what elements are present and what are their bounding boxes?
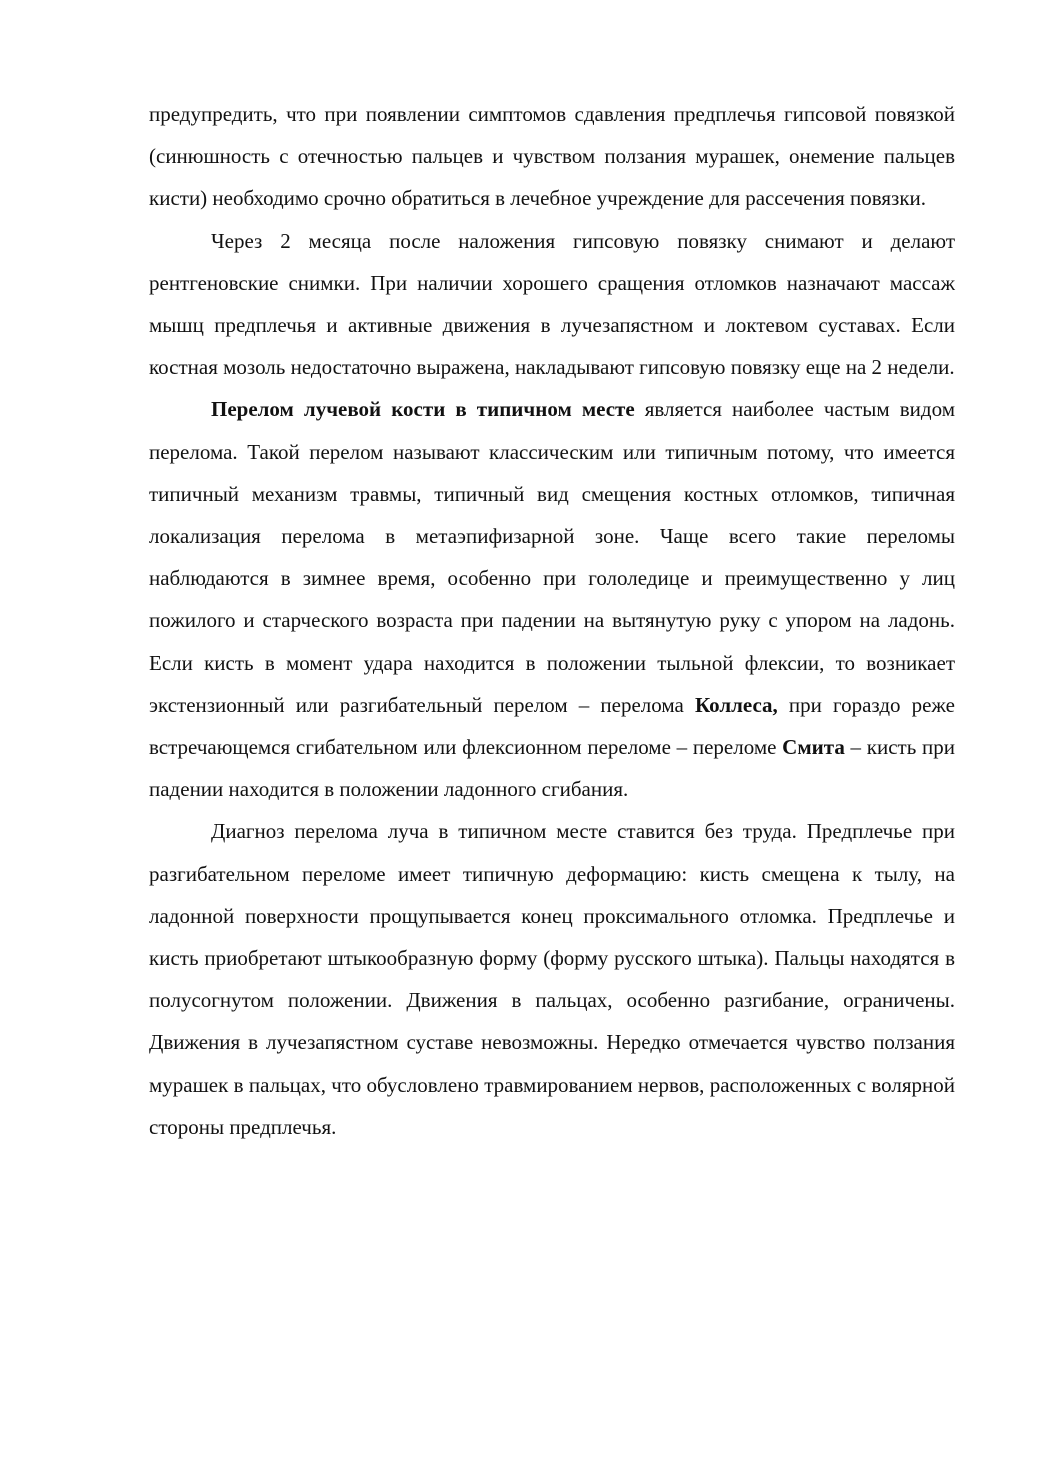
- paragraph-diagnosis: [149, 810, 955, 1148]
- paragraph-text: Через 2 месяца после наложения гипсовую повязку снимают и делают рентгеновские снимки. При наличии хорошего сращения отломков назначают массаж мышц предплечья и активные движения в лучезапястном и локтевом суставах. Если костная мозоль недостаточно выражена, накладывают гипсовую повязку еще на 2 недели.: [149, 228, 955, 380]
- bold-term-smith: Смита: [782, 735, 845, 760]
- paragraph-typical-fracture: [149, 388, 955, 810]
- paragraph-text: является наиболее частым видом перелома. Такой перелом называют классическим или типичным потому, что имеется типичный механизм травмы, типичный вид смещения костных отломков, типичная локализация перелома в метаэпифизарной зоне. Чаще всего такие переломы наблюдаются в зимнее время, особенно при гололедице и преимущественно у лиц пожилого и старческого возраста при падении на вытянутую руку с упором на ладонь. Если кисть в момент удара находится в положении тыльной флексии, то возникает экстензионный или разгибательный перелом – перелома: [149, 397, 955, 717]
- paragraph-cast-removal: [149, 220, 955, 389]
- bold-term-colles: Коллеса,: [694, 692, 778, 717]
- document-page: [149, 93, 955, 1148]
- paragraph-compression-warning: [149, 93, 955, 220]
- paragraph-text: Диагноз перелома луча в типичном месте ставится без труда. Предплечье при разгибательном переломе имеет типичную деформацию: кисть смещена к тылу, на ладонной поверхности прощупывается конец проксимального отломка. Предплечье и кисть приобретают штыкообразную форму (форму русского штыка). Пальцы находятся в полусогнутом положении. Движения в пальцах, особенно разгибание, ограничены. Движения в лучезапястном суставе невозможны. Нередко отмечается чувство ползания мурашек в пальцах, что обусловлено травмированием нервов, расположенных с волярной стороны предплечья.: [149, 819, 955, 1139]
- paragraph-text: предупредить, что при появлении симптомов сдавления предплечья гипсовой повязкой (синюшность с отечностью пальцев и чувством ползания мурашек, онемение пальцев кисти) необходимо срочно обратиться в лечебное учреждение для рассечения повязки.: [149, 102, 955, 211]
- bold-term-typical-fracture: Перелом лучевой кости в типичном месте: [211, 397, 635, 422]
- paragraph-text: при гораздо реже встречающемся сгибательном или флексионном переломе – переломе: [149, 692, 955, 760]
- paragraph-text: – кисть при падении находится в положении ладонного сгибания.: [149, 735, 956, 802]
